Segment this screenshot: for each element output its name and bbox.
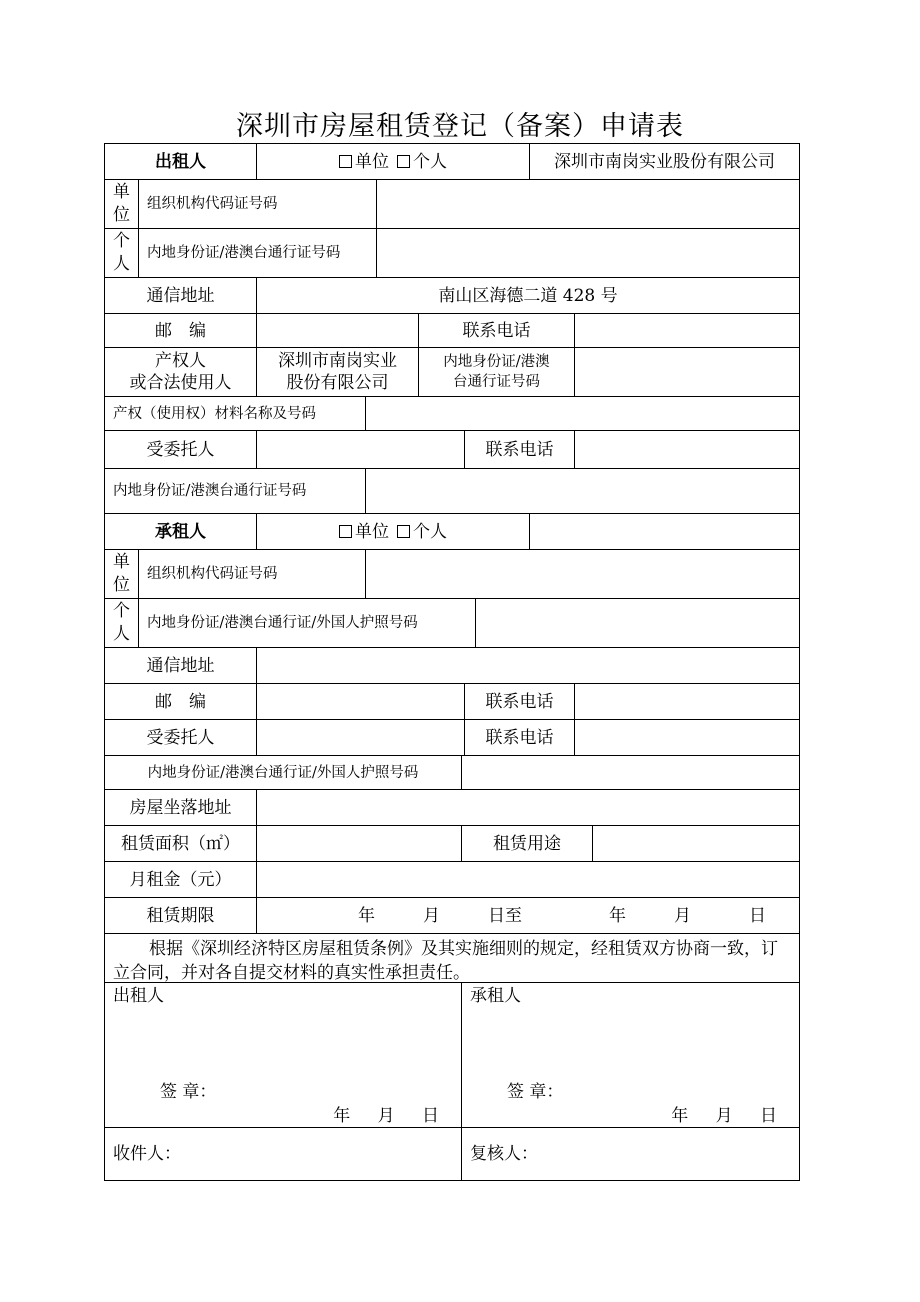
lessor-agent-row (105, 430, 799, 468)
lessor-agent-id-row (105, 468, 799, 513)
lessee-person-vertical-label: 个 人 (113, 601, 130, 644)
lessee-unit-row (105, 549, 799, 598)
reviewer-label[interactable]: 复核人： (461, 1128, 799, 1180)
lessee-postcode-field[interactable] (256, 684, 464, 719)
owner-id-field[interactable] (574, 348, 799, 396)
lessor-address-label: 通信地址 (146, 285, 215, 306)
application-form (104, 143, 800, 1181)
usage-field[interactable] (592, 826, 799, 861)
lessor-name: 深圳市南岗实业股份有限公司 (529, 144, 799, 179)
lessor-unit-vertical-label: 单 位 (113, 182, 130, 225)
lessor-signature-head: 出租人 (113, 986, 164, 1006)
lessor-unit-option[interactable]: 单位 (339, 151, 389, 173)
area-row (105, 825, 799, 861)
lessee-id-label: 内地身份证/港澳台通行证/外国人护照号码 (138, 599, 475, 647)
lessee-header-row (105, 513, 799, 549)
area-field[interactable] (256, 826, 461, 861)
lessee-org-code-field[interactable] (365, 550, 799, 598)
lessor-sign-date: 年 月 日 (333, 1106, 439, 1126)
lessee-id-field[interactable] (475, 599, 799, 647)
lessor-postcode-field[interactable] (256, 314, 418, 347)
area-label: 租赁面积（㎡） (121, 833, 240, 854)
term-month-end: 月 (674, 905, 691, 926)
lessee-phone-field[interactable] (574, 684, 799, 719)
lessee-postcode-row (105, 683, 799, 719)
property-doc-label: 产权（使用权）材料名称及号码 (113, 405, 316, 422)
lessor-person-row (105, 228, 799, 277)
lessee-agent-phone-field[interactable] (574, 720, 799, 755)
term-field[interactable] (256, 898, 799, 933)
lessor-phone-label: 联系电话 (418, 314, 574, 347)
checkbox-icon[interactable] (397, 525, 410, 538)
lessor-type-options (256, 144, 529, 179)
lessor-agent-id-label: 内地身份证/港澳台通行证号码 (113, 483, 307, 499)
rent-field[interactable] (256, 862, 799, 897)
term-label: 租赁期限 (146, 905, 215, 926)
receiver-label[interactable]: 收件人： (113, 1144, 181, 1164)
lessor-header-row (105, 144, 799, 179)
footer-row (105, 1127, 799, 1180)
lessee-org-code-label: 组织机构代码证号码 (138, 550, 365, 598)
lessor-agent-label: 受委托人 (146, 439, 215, 460)
lessor-agent-field[interactable] (256, 431, 464, 468)
owner-id-label: 内地身份证/港澳 台通行证号码 (418, 348, 574, 396)
declaration-text: 根据《深圳经济特区房屋租赁条例》及其实施细则的规定，经租赁双方协商一致，订立合同，并对各自提交材料的真实性承担责任。 (113, 939, 778, 983)
house-location-field[interactable] (256, 790, 799, 825)
lessee-name-field[interactable] (529, 514, 799, 549)
lessor-address-row (105, 277, 799, 313)
lessee-address-row (105, 647, 799, 683)
lessee-label: 承租人 (155, 521, 206, 542)
checkbox-icon[interactable] (339, 155, 352, 168)
lessee-unit-option[interactable]: 单位 (339, 521, 389, 543)
owner-row (105, 347, 799, 396)
lessor-org-code-field[interactable] (376, 180, 799, 228)
term-day-to: 日至 (488, 905, 522, 926)
usage-label: 租赁用途 (461, 826, 592, 861)
lessor-postcode-row (105, 313, 799, 347)
lessee-sign-date: 年 月 日 (671, 1106, 777, 1126)
lessor-unit-row (105, 179, 799, 228)
lessor-agent-id-field[interactable] (365, 469, 799, 513)
lessor-phone-field[interactable] (574, 314, 799, 347)
house-location-row (105, 789, 799, 825)
property-doc-field[interactable] (365, 397, 799, 430)
lessee-agent-field[interactable] (256, 720, 464, 755)
lessor-postcode-label: 邮 编 (155, 320, 206, 341)
lessee-agent-id-label: 内地身份证/港澳台通行证/外国人护照号码 (147, 764, 419, 781)
lessee-agent-label: 受委托人 (146, 727, 215, 748)
declaration-row (105, 933, 799, 982)
house-location-label: 房屋坐落地址 (129, 797, 232, 818)
lessee-agent-row (105, 719, 799, 755)
lessee-seal-label: 签 章： (507, 1082, 564, 1102)
checkbox-icon[interactable] (339, 525, 352, 538)
lessee-address-field[interactable] (256, 648, 799, 683)
lessee-phone-label: 联系电话 (464, 684, 574, 719)
lessor-id-field[interactable] (376, 229, 799, 277)
lessor-agent-phone-label: 联系电话 (464, 431, 574, 468)
lessee-postcode-label: 邮 编 (155, 691, 206, 712)
lessor-org-code-label: 组织机构代码证号码 (138, 180, 376, 228)
term-year: 年 (358, 905, 375, 926)
page-title: 深圳市房屋租赁登记（备案）申请表 (236, 111, 684, 142)
lessee-agent-phone-label: 联系电话 (464, 720, 574, 755)
term-day-end: 日 (749, 905, 766, 926)
lessee-signature-head: 承租人 (470, 986, 521, 1006)
property-doc-row (105, 396, 799, 430)
lessor-id-label: 内地身份证/港澳台通行证号码 (138, 229, 376, 277)
signature-row (105, 982, 799, 1127)
lessor-person-vertical-label: 个 人 (113, 231, 130, 274)
lessor-signature-cell[interactable] (105, 983, 461, 1127)
owner-value[interactable]: 深圳市南岗实业 股份有限公司 (256, 348, 418, 396)
lessor-seal-label: 签 章： (160, 1082, 217, 1102)
term-year-end: 年 (609, 905, 626, 926)
owner-label: 产权人 或合法使用人 (129, 351, 232, 393)
lessee-signature-cell[interactable] (461, 983, 799, 1127)
lessee-unit-vertical-label: 单 位 (113, 552, 130, 595)
term-month: 月 (423, 905, 440, 926)
lessor-person-option[interactable]: 个人 (397, 151, 447, 173)
rent-label: 月租金（元） (129, 869, 232, 890)
lessee-agent-id-field[interactable] (461, 756, 799, 789)
term-row (105, 897, 799, 933)
lessor-agent-phone-field[interactable] (574, 431, 799, 468)
lessee-person-option[interactable]: 个人 (397, 521, 447, 543)
lessee-person-row (105, 598, 799, 647)
rent-row (105, 861, 799, 897)
checkbox-icon[interactable] (397, 155, 410, 168)
lessor-address-value[interactable]: 南山区海德二道 428 号 (256, 278, 799, 313)
lessee-agent-id-row (105, 755, 799, 789)
lessor-label: 出租人 (155, 151, 206, 172)
lessee-type-options (256, 514, 529, 549)
lessee-address-label: 通信地址 (146, 655, 215, 676)
